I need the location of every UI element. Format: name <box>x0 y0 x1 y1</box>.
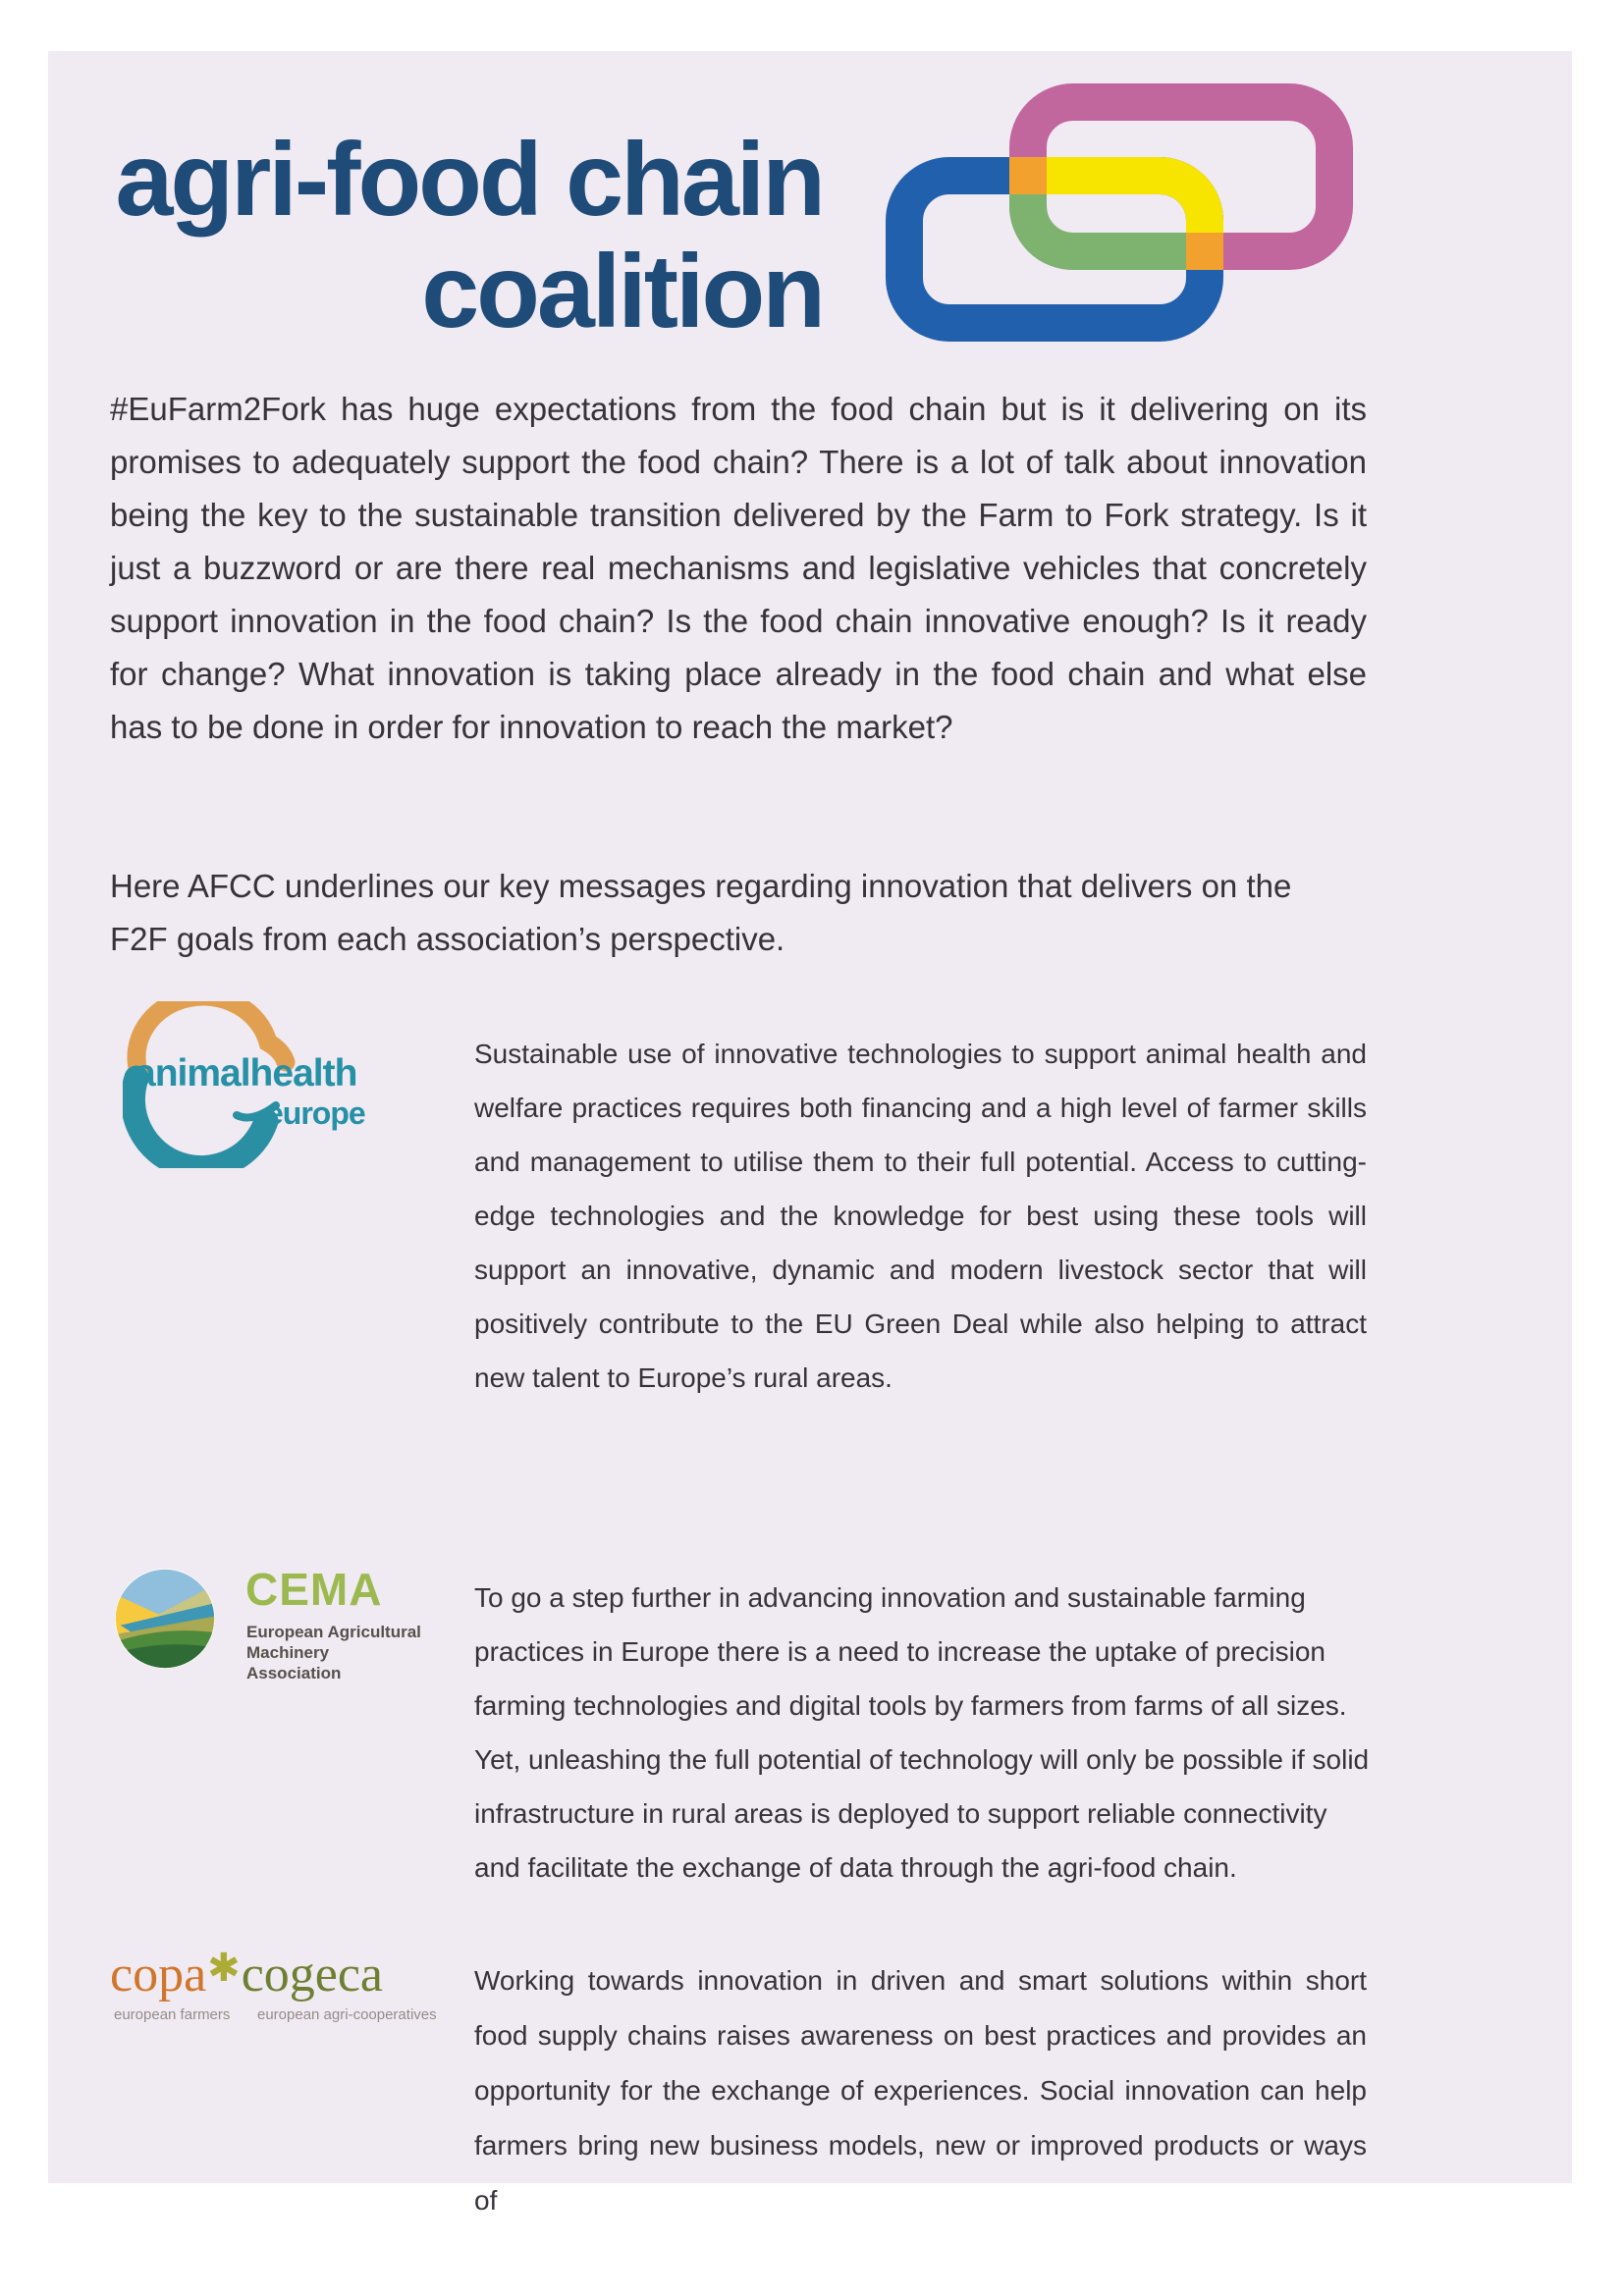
copa-wordmark: copa <box>110 1947 207 2002</box>
afcc-wordmark-line2: coalition <box>421 234 823 349</box>
copa-cogeca-logo <box>110 1946 463 2029</box>
intro-paragraph-2: Here AFCC underlines our key messages regarding innovation that delivers on the F2F goals from each association’s perspective. <box>110 868 1292 957</box>
cema-acronym: CEMA <box>245 1564 383 1615</box>
chain-overlap-orange-bottom <box>1186 233 1223 270</box>
cema-landscape-icon <box>113 1567 217 1671</box>
europe-wordmark: europe <box>266 1095 365 1131</box>
chain-overlap-orange-top <box>1009 157 1047 194</box>
cema-subtitle-line2: Machinery Association <box>246 1643 342 1682</box>
copa-tagline: european farmers <box>114 2006 231 2023</box>
chain-links-icon <box>882 80 1353 346</box>
afcc-wordmark-line1: agri-food chain <box>115 122 823 238</box>
cema-subtitle-line1: European Agricultural <box>246 1623 421 1641</box>
section-text-copa-cogeca: Working towards innovation in driven and smart solutions within short food supply chains raises awareness on best practices and provides an opportunity for the exchange of experiences. Social innovation can help farmers bring new business models, new or improved products or ways of <box>474 1965 1367 2216</box>
cema-subtitle <box>246 1622 427 1683</box>
chain-segment-yellow <box>1047 176 1205 233</box>
animalhealth-wordmark: animalhealth <box>135 1052 357 1095</box>
afcc-wordmark <box>110 124 823 347</box>
copa-cogeca-wordmark <box>110 1946 383 2003</box>
intro-paragraph-1: #EuFarm2Fork has huge expectations from the food chain but is it delivering on its promises to adequately support the food chain? There is a lot of talk about innovation being the key to the sustainable transition delivered by the Farm to Fork strategy. Is it just a buzzword or are there real mechanisms and legislative vehicles that concretely support innovation in the food chain? Is the food chain innovative enough? Is it ready for change? What innovation is taking place already in the food chain and what else has to be done in order for innovation to reach the market? <box>110 391 1367 745</box>
section-text-animalhealth: Sustainable use of innovative technologies to support animal health and welfare practices requires both financing and a high level of farmer skills and management to utilise them to their full potential. Access to cutting-edge technologies and the knowledge for best using these tools will support an innovative, dynamic and modern livestock sector that will positively contribute to the EU Green Deal while also helping to attract new talent to Europe’s rural areas. <box>474 1039 1367 1393</box>
cogeca-wordmark: cogeca <box>241 1947 384 2002</box>
flower-asterisk-icon: ✱ <box>207 1947 241 1990</box>
section-text-cema: To go a step further in advancing innovation and sustainable farming practices in Europe there is a need to increase the uptake of precision farming technologies and digital tools by farmers from farms of all sizes. Yet, unleashing the full potential of technology will only be possible if solid infrastructure in rural areas is deployed to support reliable connectivity and facilitate the exchange of data through the agri-food chain. <box>474 1582 1370 1883</box>
cema-logo <box>113 1563 427 1700</box>
animalhealth-europe-logo <box>123 1001 417 1168</box>
cogeca-tagline: european agri-cooperatives <box>257 2006 437 2023</box>
chain-segment-green <box>1028 194 1186 251</box>
